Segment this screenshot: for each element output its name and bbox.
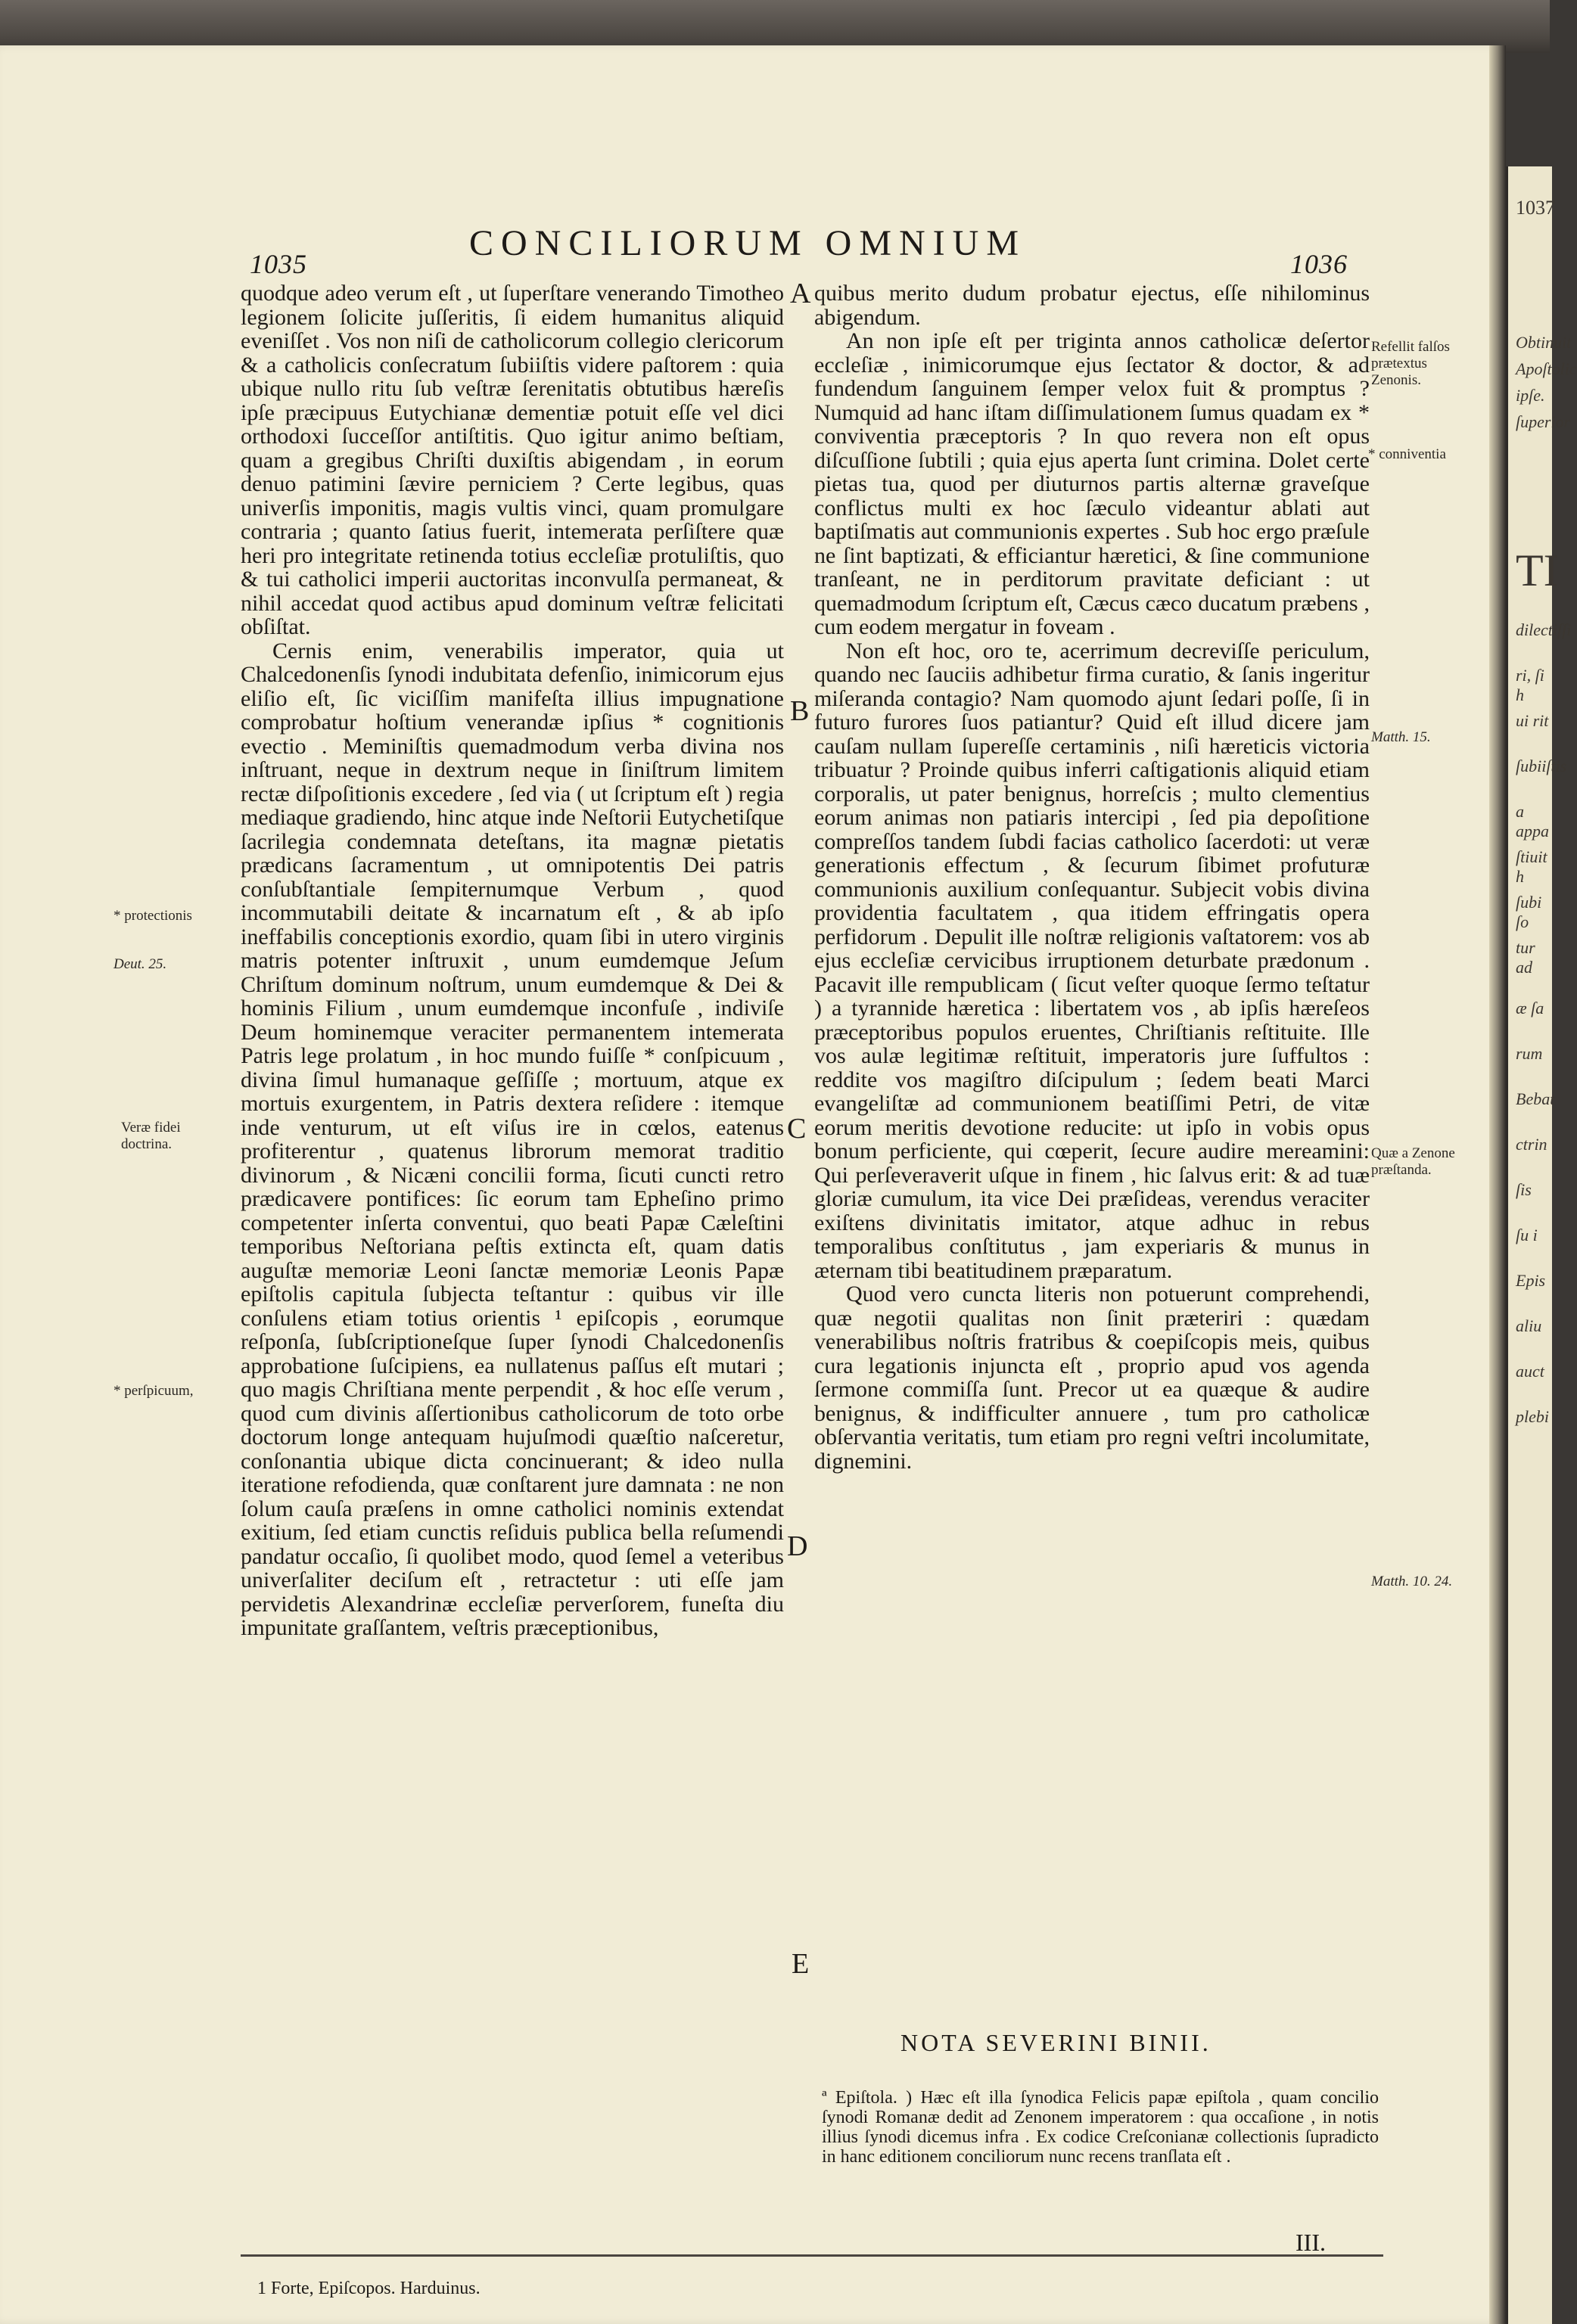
next-page-fragment: ui rit: [1516, 711, 1549, 730]
section-letter-c: C: [787, 1113, 807, 1145]
margin-note-protectionis: * protectionis: [114, 908, 192, 924]
right-paragraph: Quod vero cuncta literis non potuerunt comprehendi, quæ negotii qualitas non ſinit præteriri : quædam venerabilibus noſtris fratribus & coepiſcopis meis, quibus cura legationis injuncta eſt , proprio apud vos agenda ſermone commiſſa ſunt. Precor ut ea quæque & audire benignus, & indifficulter annuere , tum pro catholicæ obſervantia veritatis, tum etiam pro regni veſtri incolumitate, dignemini.: [814, 1282, 1370, 1474]
next-page-fragment: ſuperior: [1516, 412, 1571, 431]
right-paragraph: An non ipſe eſt per triginta annos catholicæ deſertor eccleſiæ , inimicorumque ejus ſectator & doctor, & ad fundendum ſanguinem ſemper velox fuit & promptus ? Numquid ad hanc iſtam diſſimulationem ſumus quadam ex * conviventia præceptoris ? In quo revera non eſt opus diſcuſſione ſubtili ; quia ejus aperta ſunt crimina. Dolet certe pietas tua, quod per diuturnos partis alternæ graveſque conflictus multi ex hoc ſæculo videantur ablati aut baptiſmatis aut communionis expertes . Sub hoc ergo præſule ne ſint baptizati, & efficiantur hæretici, & ſine communione tranſeant, ne in perditorum pravitate deficiant : ut quemadmodum ſcriptum eſt, Cæcus cæco ducatum præbens , cum eodem mergatur in foveam .: [814, 328, 1370, 639]
next-page-fragment: ſtiuit h: [1516, 847, 1547, 886]
next-page-fragment: ſu i: [1516, 1226, 1538, 1244]
margin-note-matth-10: Matth. 10. 24.: [1371, 1574, 1453, 1589]
right-paragraph: Non eſt hoc, oro te, acerrimum decreviſſe periculum, quando nec ſauciis adhibetur firma curatio, & ſanis ingeritur miſeranda contagio? Nam quomodo ajunt ſedari poſſe, ſi in futuro furores ſuos patiantur? Quid eſt illud dicere jam cauſam nullam ſupereſſe certaminis , niſi hæreticis victoria tribuatur ? Proinde quibus inferri caſtigationis aliquid etiam corporalis, ut pater benignus, horreſcis ; multo clementius eorum animas non patiaris intercipi , ſed pia depoſitione compreſſos tandem ſubdi facias catholico ſacerdoti: ut veræ generationis effectum , & ſecurum ſibimet profuturæ communionis auxilium conſequantur. Subjecit vobis divina providentia facultatem , qua itidem effringatis opera perfidorum . Depulit ille noſtræ religionis vaſtatorem: vos ab ejus eccleſiæ cervicibus irruptionem deturbate prædonum . Pacavit ille rempublicam ( ſicut veſter quoque ſermo teſtatur ) a tyrannide hæretica : libertatem vos , ab ipſis hæreſeos præceptoribus populos eruentes, Chriſtianis reſtituite. Ille vos aulæ legitimæ reſtituit, imperatoris jure ſuffultos : reddite vos magiſtro diſcipulum ; ſedem beati Marci evangeliſtæ ad communionem beatiſſimi Petri, de vitæ eorum meritis devotione reducite: ut ipſo in vobis opus bonum perficiente, qui cœperit, ſecure audire mereamini: Qui perſeveraverit uſque in finem , hic ſalvus erit: & ad tuæ gloriæ cumulum, ita vice Dei præſideas, verendus veraciter exiſtens divinitatis imitator, atque adhuc in rebus temporalibus conſtitutus , jam experiaris & munus in æternam tibi beatitudinem præparatum.: [814, 638, 1370, 1283]
left-column: [241, 281, 784, 1640]
next-page-fragment: ipſe.: [1516, 386, 1545, 405]
right-page-number: 1036: [1290, 249, 1348, 279]
next-page-fragment: aliu: [1516, 1316, 1542, 1335]
next-page-fragment: a appa: [1516, 802, 1549, 840]
margin-note-matth-15: Matth. 15.: [1371, 729, 1431, 745]
nota-text: ª Epiſtola. ) Hæc eſt illa ſynodica Felicis papæ epiſtola , quam concilio ſynodi Romanæ dedit ad Zenonem imperatorem : qua occaſione , in notis illius ſynodi dicemus infra . Ex codice Creſconianæ collectionis ſupradicto in hanc editionem conciliorum nunc recens tranſlata eſt .: [822, 2088, 1379, 2167]
footnote: 1 Forte, Epiſcopos. Harduinus.: [257, 2279, 481, 2298]
margin-note-deut: Deut. 25.: [114, 956, 167, 972]
margin-note-verae-fidei: Veræ fidei doctrina.: [121, 1120, 181, 1152]
left-paragraph: quodque adeo verum eſt , ut ſuperſtare venerando Timotheo legionem ſolicite juſſeritis, ſi eidem humanitus aliquid eveniſſet . Vos non niſi de catholicorum collegio clericorum & a catholicis conſecratum ſubiiſtis videre paſtorem : quia ubique nullo ritu ſub veſtræ ſerenitatis obtutibus hæreſis ipſe præcipuus Eutychianæ dementiæ potuit eſſe vel dici orthodoxi ſucceſſor antiſtitis. Quo igitur animo beſtiam, quam a gregibus Chriſti duxiſtis abigendam , in eorum denuo patimini ſævire perniciem ? Certe legibus, quas univerſis imponitis, magis vultis vinci, quam promulgare contraria ; quanto ſatius fuerit, intemerata perſiſtere quæ heri pro integritate retinenda totius eccleſiæ protuliſtis, quo & tui catholici imperii auctoritas inconvulſa permaneat, & nihil accedat quod actibus apud dominum veſtræ felicitati obſiſtat.: [241, 281, 784, 639]
next-page-fragment: dilectiſſi: [1516, 620, 1572, 639]
next-page-fragment: tur ad: [1516, 938, 1535, 977]
margin-note-perspicuum: * perſpicuum,: [114, 1383, 194, 1399]
nota-title: NOTA SEVERINI BINII.: [900, 2029, 1212, 2056]
section-letter-d: D: [787, 1530, 808, 1562]
next-page-fragment: Obtinuit: [1516, 333, 1572, 352]
margin-note-quae-a-zenone: Quæ a Zenone præſtanda.: [1371, 1145, 1455, 1178]
section-letter-b: B: [790, 695, 810, 727]
next-page-fragment: Apoſtolic: [1516, 359, 1577, 378]
next-page-fragment: rum: [1516, 1044, 1543, 1063]
next-page-edge: [1506, 166, 1577, 2324]
next-page-fragment: æ ſa: [1516, 999, 1544, 1018]
next-page-fragment: Epis: [1516, 1271, 1546, 1290]
right-column: [814, 281, 1370, 1473]
signature-mark: III.: [1296, 2229, 1326, 2256]
left-paragraph: Cernis enim, venerabilis imperator, quia ut Chalcedonenſis ſynodi indubitata defenſio, inimicorum ejus eliſio eſt, ſic viciſſim manifeſta illius impugnatione comprobatur hoſtium venerandæ ipſius * cognitionis evectio . Meminiſtis quemadmodum verba divina nos inſtruant, neque in dextrum neque in ſiniſtrum limitem rectæ diſpoſitionis excedere , ſed via ( ut ſcriptum eſt ) regia mediaque gradiendo, hinc atque inde Neſtorii Eutychetiſque ſacrilegia condemnata deteſtans, ita magnæ pietatis prædicans ſacramentum , ut omnipotentis Dei patris conſubſtantiale ſempiternumque Verbum , quod incommutabili deitate & incarnatum eſt , & ab ipſo ineffabilis conceptionis exordio, quam ſibi in utero virginis matris potenter inſtruxit , unum eumdemque Jeſum Chriſtum dominum noſtrum, unum eumdemque & Dei & hominis Filium , unum eumdemque inconfuſe , indiviſe Deum hominemque veraciter permanentem intemerata Patris lege prolatum , in hoc mundo fuiſſe * conſpicuum , divina ſimul humanaque geſſiſſe ; mortuum, atque ex mortuis exurgentem, in Patris dextera reſidere : itemque inde venturum, ut eſt viſus ire in cœlos, eatenus profiterentur , quatenus librorum memorat traditio divinorum , & Nicæni concilii forma, ſicuti cuncti retro prædicavere pontifices: ſic eorum tam Epheſino primo competenter inſerta conventui, quo beati Papæ Cæleſtini temporibus Neſtoriana peſtis extincta eſt, quam datis auguſtæ memoriæ Leoni ſanctæ memoriæ Leonis Papæ epiſtolis capitula ſubjecta teſtantur : quibus vir ille conſulens etiam totius orientis ¹ epiſcopis , eorumque reſponſa, ſubſcriptioneſque ſuper ſynodi Chalcedonenſis approbatione ſuſcipiens, ea nullatenus paſſus eſt mutari ; quo magis Chriſtiana mente perpendit , & hoc eſſe verum , quod cum divinis aſſertionibus catholicorum de toto orbe doctorum longe antequam hujuſmodi quæſtio naſceretur, conſonantia ubique dicta concinuerant; & ideo nulla iteratione refodienda, quæ conſtarent jure damnata : ne non ſolum cauſa præſens in omne catholici nominis extendat exitium, ſed etiam cunctis reſiduis publica bella reſumendi pandatur occaſio, ſi quolibet modo, quod ſemel a veteribus univerſaliter deciſum eſt , retractetur : uti eſſe jam pervidetis Alexandrinæ eccleſiæ perverſorem, funeſta diu impunitate graſſantem, veſtris præceptionibus,: [241, 638, 784, 1640]
next-page-number: 1037: [1516, 197, 1555, 219]
next-page-fragment: ſubiiſtis: [1516, 757, 1567, 775]
next-page-fragment: ctrin: [1516, 1135, 1547, 1154]
next-page-fragment: ſis: [1516, 1180, 1532, 1199]
next-page-fragment: auct: [1516, 1362, 1544, 1381]
section-letter-e: E: [792, 1948, 810, 1980]
page-gutter: [1489, 45, 1506, 2324]
footnote-rule: [241, 2254, 1383, 2257]
next-page-fragment: TI: [1516, 545, 1559, 595]
next-page-fragment: ſubi ſo: [1516, 893, 1542, 931]
margin-note-refellit: Refellit falſos prætextus Zenonis.: [1371, 339, 1450, 388]
next-page-fragment: Bebat: [1516, 1089, 1555, 1108]
margin-note-conniventia: * conniventia: [1368, 446, 1446, 462]
right-paragraph: quibus merito dudum probatur ejectus, eſſe nihilominus abigendum.: [814, 281, 1370, 330]
next-page-fragment: ri, ſi h: [1516, 666, 1544, 704]
next-page-fragment: plebi: [1516, 1407, 1549, 1426]
section-letter-a: A: [790, 278, 811, 309]
running-title: CONCILIORUM OMNIUM: [469, 223, 1027, 263]
left-page-number: 1035: [250, 249, 307, 279]
